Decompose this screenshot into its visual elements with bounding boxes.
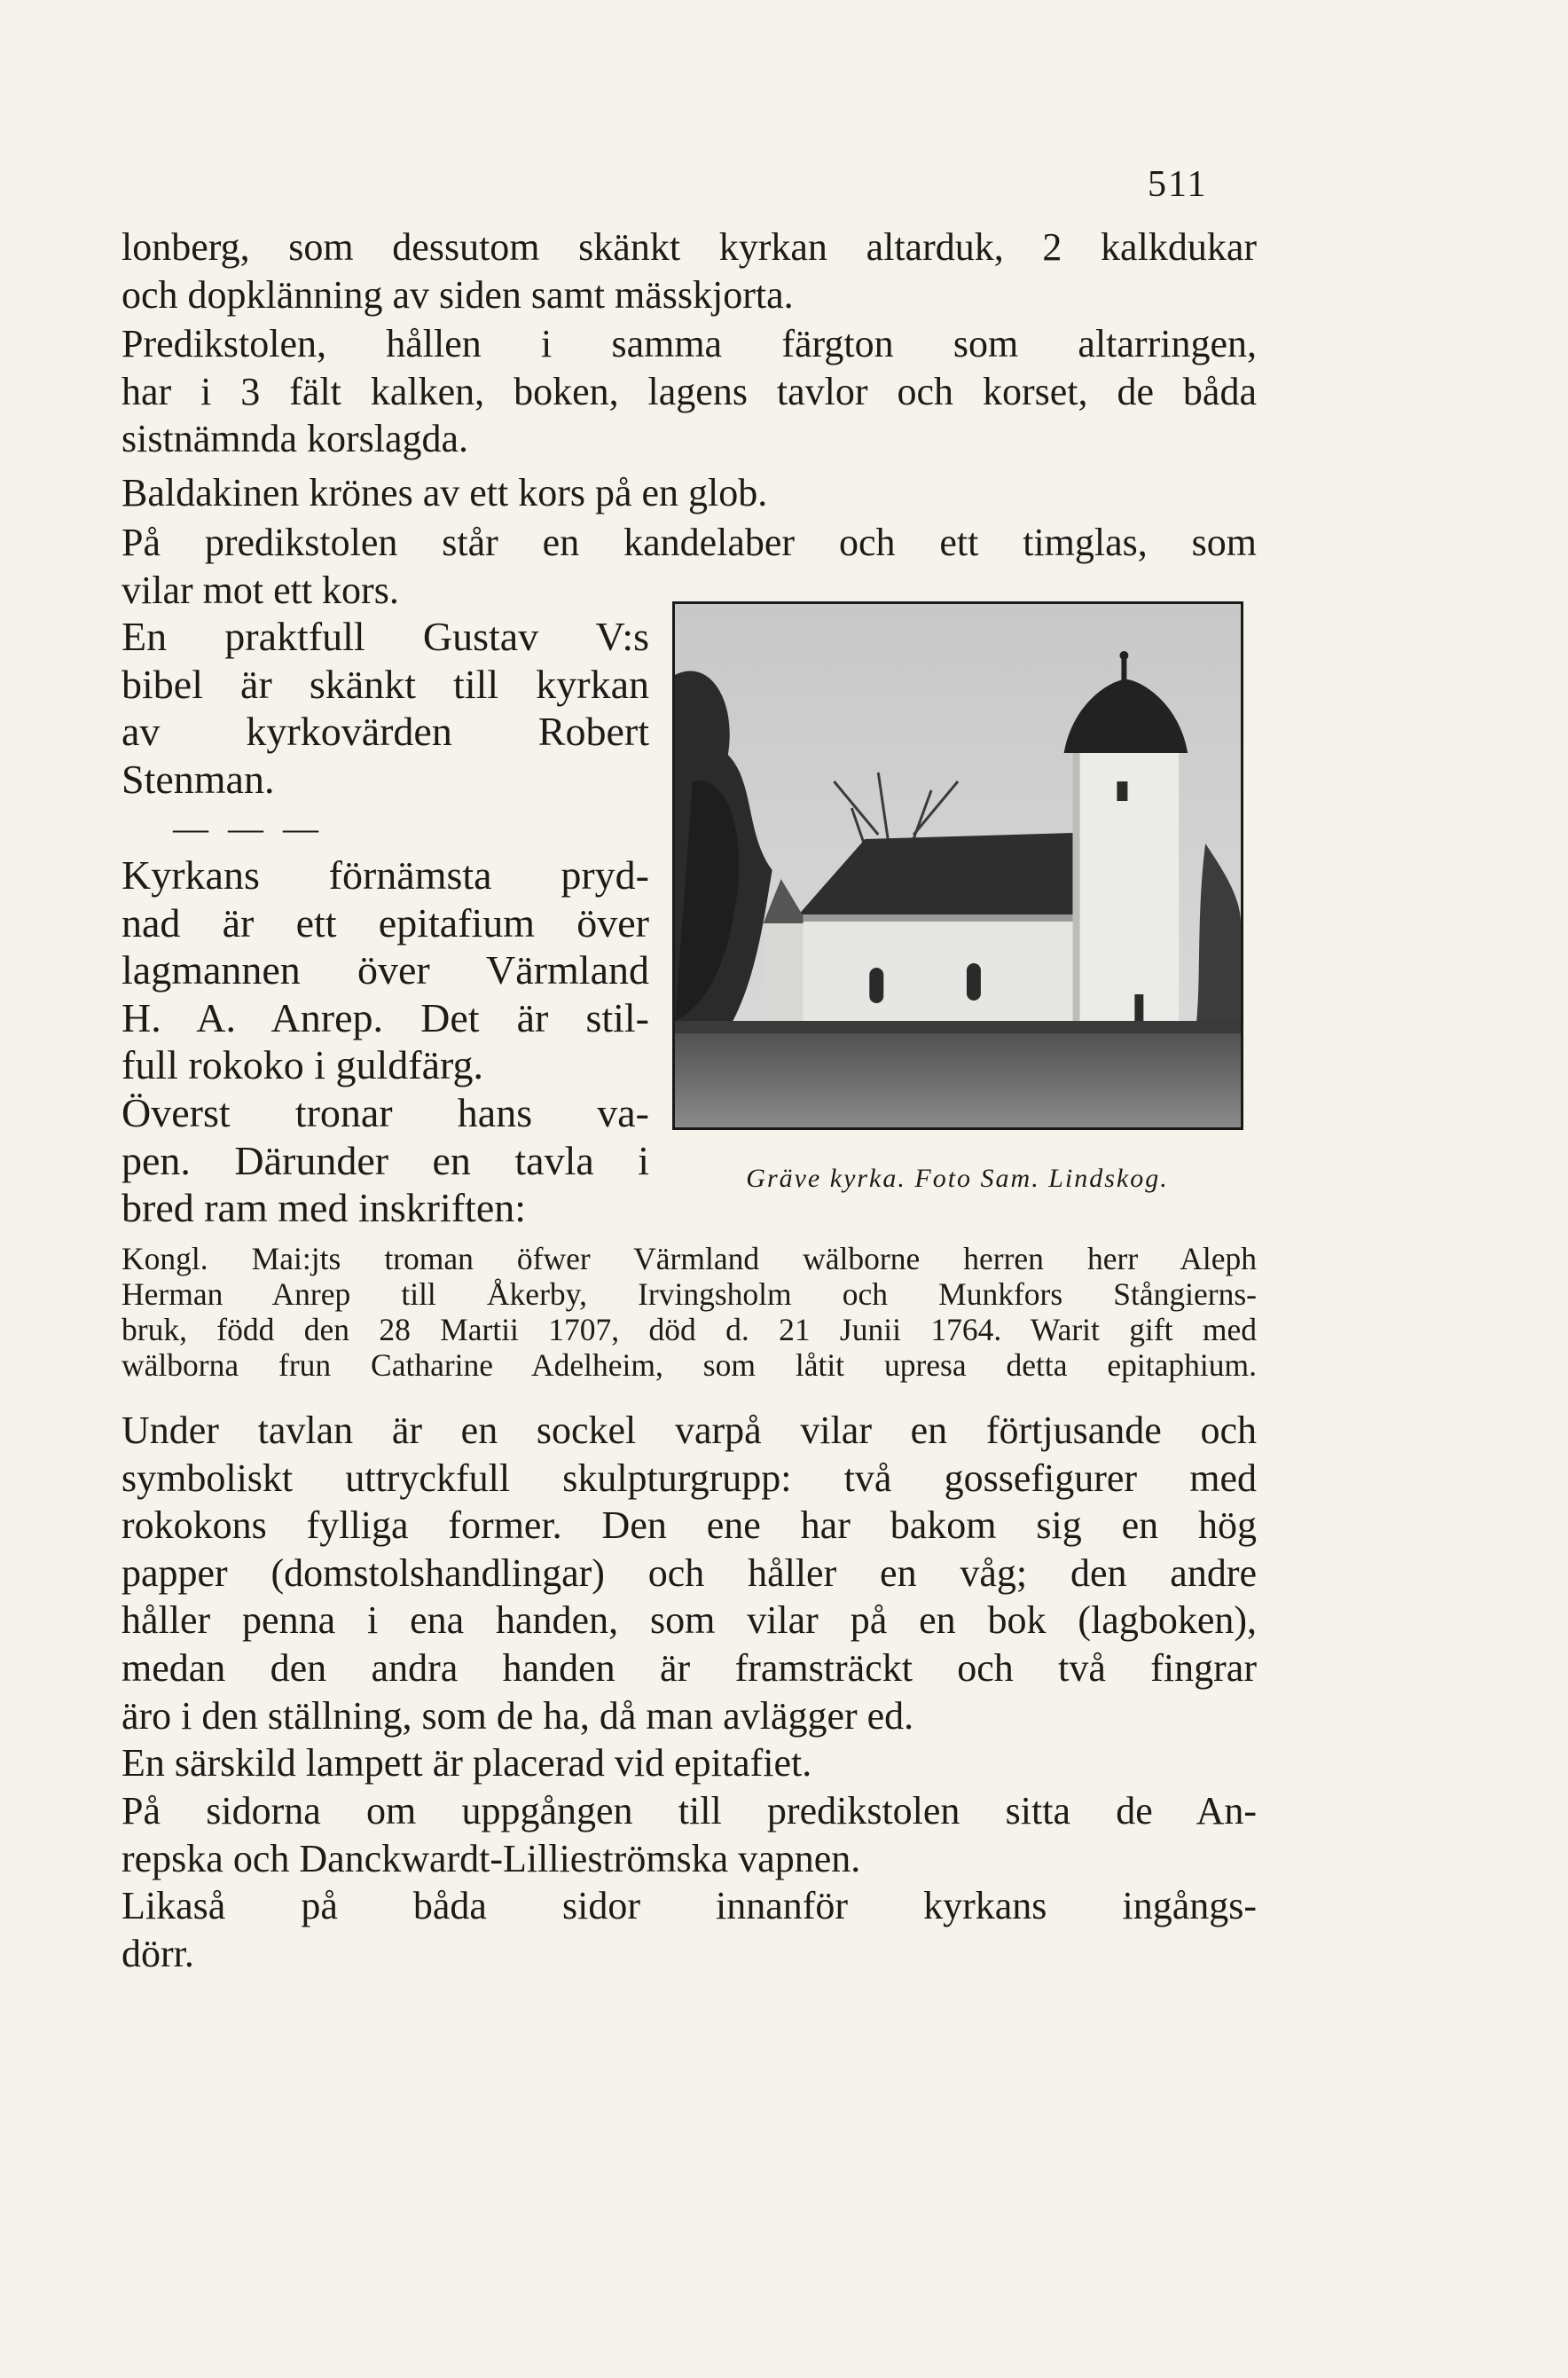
- text-line: medan den andra handen är framsträckt och två fingrar: [122, 1645, 1257, 1690]
- text-line: dörr.: [122, 1931, 194, 1975]
- paragraph-ingangsdorr: [122, 1882, 1257, 1977]
- text-line: vilar mot ett kors.: [122, 568, 399, 612]
- paragraph-lonberg: [122, 224, 1257, 318]
- text-line: sistnämnda korslagda.: [122, 417, 469, 461]
- paragraph-bibel: [122, 613, 649, 803]
- text-line: pen. Därunder en tavla i: [122, 1137, 649, 1183]
- text-line: lonberg, som dessutom skänkt kyrkan altarduk, 2 kalkdukar: [122, 225, 1257, 269]
- text-line: Baldakinen krönes av ett kors på en glob.: [122, 471, 768, 514]
- paragraph-lampett: [122, 1739, 1257, 1787]
- text-line: H. A. Anrep. Det är stil-: [122, 994, 649, 1040]
- inscription-text: [122, 1241, 1257, 1383]
- text-line: Överst tronar hans va-: [122, 1089, 649, 1135]
- text-line: Under tavlan är en sockel varpå vilar en förtjusande och: [122, 1409, 1257, 1452]
- text-line: och dopklänning av siden samt mässkjorta.: [122, 272, 794, 317]
- text-line: rokokons fylliga former. Den ene har bakom sig en hög: [122, 1503, 1257, 1548]
- paragraph-kandelaber: [122, 519, 1257, 614]
- text-line: bruk, född den 28 Martii 1707, död d. 21 Junii 1764. Warit gift med: [122, 1312, 1257, 1347]
- page-number: 511: [1148, 164, 1208, 205]
- photo-caption: Gräve kyrka. Foto Sam. Lindskog.: [746, 1164, 1169, 1193]
- paragraph-baldakinen: [122, 469, 1257, 517]
- paragraph-predikstolen: [122, 320, 1257, 463]
- text-line: Kongl. Mai:jts troman öfwer Värmland wälborne herren herr Aleph: [122, 1241, 1257, 1276]
- text-line: På predikstolen står en kandelaber och ett timglas, som: [122, 521, 1257, 564]
- text-line: symboliskt uttryckfull skulpturgrupp: två gossefigurer med: [122, 1456, 1257, 1500]
- text-line: bred ram med inskriften:: [122, 1185, 527, 1231]
- text-line: wälborna frun Catharine Adelheim, som låtit upresa detta epitaphium.: [122, 1347, 1257, 1383]
- text-line: har i 3 fält kalken, boken, lagens tavlor och korset, de båda: [122, 369, 1257, 413]
- text-line: Predikstolen, hållen i samma färgton som altarringen,: [122, 322, 1257, 365]
- text-line: Stenman.: [122, 756, 275, 802]
- text-line: En praktfull Gustav V:s: [122, 614, 649, 659]
- paragraph-vapnen: [122, 1787, 1257, 1882]
- text-line: nad är ett epitafium över: [122, 899, 649, 946]
- text-line: lagmannen över Värmland: [122, 947, 649, 993]
- paragraph-skulpturgrupp: [122, 1407, 1257, 1739]
- text-line: Herman Anrep till Åkerby, Irvingsholm och Munkfors Stångierns-: [122, 1276, 1257, 1312]
- text-line: äro i den ställning, som de ha, då man avlägger ed.: [122, 1693, 914, 1738]
- text-line: repska och Danckwardt-Lillieströmska vapnen.: [122, 1836, 861, 1880]
- text-line: full rokoko i guldfärg.: [122, 1042, 483, 1088]
- text-line: Likaså på båda sidor innanför kyrkans ingångs-: [122, 1884, 1257, 1927]
- section-separator: — — —: [173, 808, 324, 848]
- text-line: papper (domstolshandlingar) och håller en våg; den andre: [122, 1550, 1257, 1595]
- paragraph-epitafium: [122, 852, 649, 1232]
- church-illustration: [675, 604, 1241, 1127]
- text-line: En särskild lampett är placerad vid epitafiet.: [122, 1741, 812, 1785]
- text-line: Kyrkans förnämsta pryd-: [122, 852, 649, 898]
- text-line: av kyrkovärden Robert: [122, 709, 649, 755]
- text-line: håller penna i ena handen, som vilar på en bok (lagboken),: [122, 1598, 1257, 1643]
- church-photo: [672, 601, 1243, 1130]
- text-line: bibel är skänkt till kyrkan: [122, 661, 649, 707]
- text-line: På sidorna om uppgången till predikstolen sitta de An-: [122, 1789, 1257, 1833]
